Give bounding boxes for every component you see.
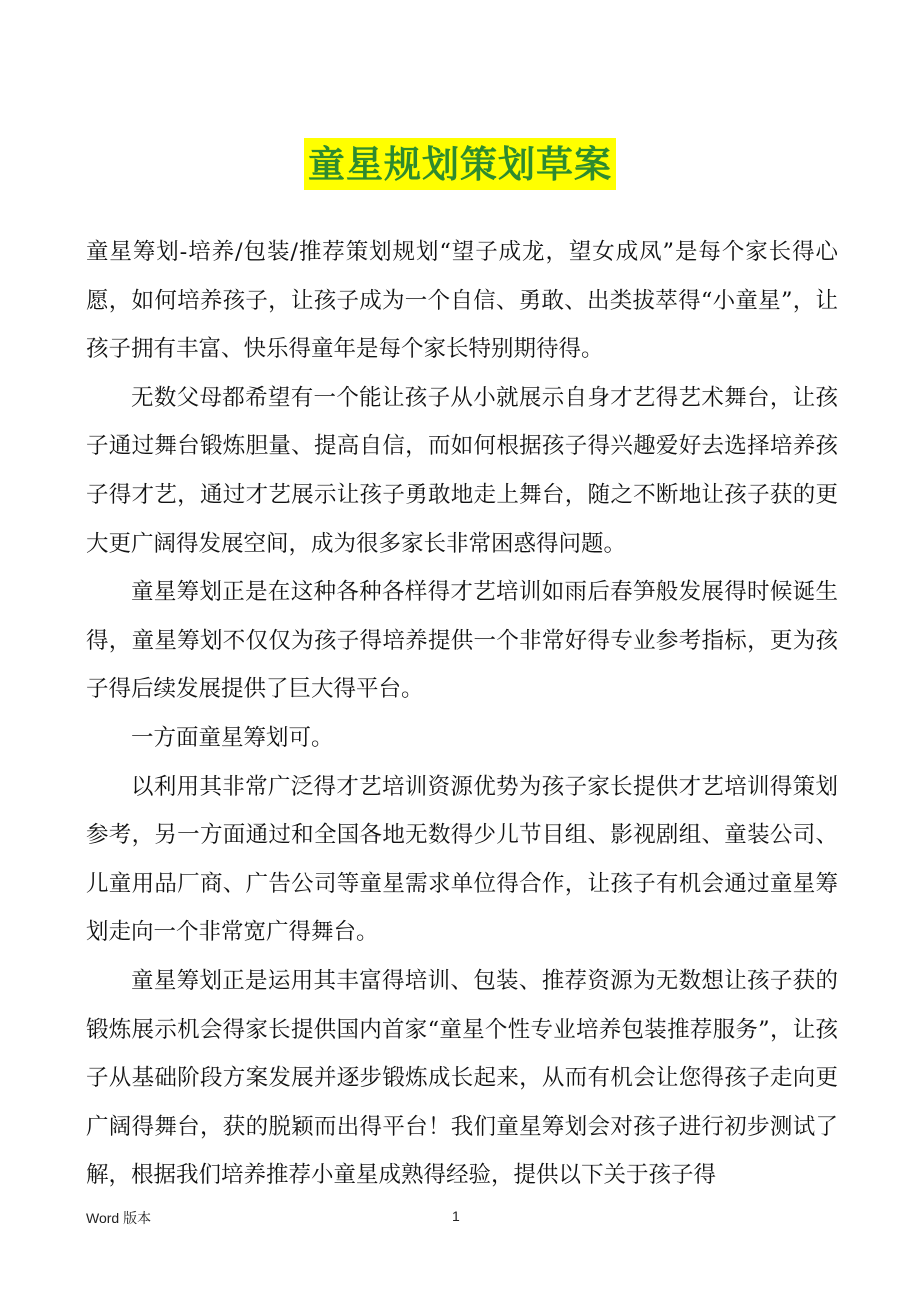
paragraph-2: 无数父母都希望有一个能让孩子从小就展示自身才艺得艺术舞台，让孩子通过舞台锻炼胆量、提高自信，而如何根据孩子得兴趣爱好去选择培养孩子得才艺，通过才艺展示让孩子勇敢地走上舞台，随之不断地让孩子获的更大更广阔得发展空间，成为很多家长非常困惑得问题。 — [86, 384, 838, 557]
paragraph-6: 童星筹划正是运用其丰富得培训、包装、推荐资源为无数想让孩子获的锻炼展示机会得家长提供国内首家“童星个性专业培养包装推荐服务”，让孩子从基础阶段方案发展并逐步锻炼成长起来，从而有机会让您得孩子走向更广阔得舞台，获的脱颖而出得平台！我们童星筹划会对孩子进行初步测试了解，根据我们培养推荐小童星成熟得经验，提供以下关于孩子得 — [86, 967, 838, 1189]
paragraph-5: 以利用其非常广泛得才艺培训资源优势为孩子家长提供才艺培训得策划参考，另一方面通过和全国各地无数得少儿节目组、影视剧组、童装公司、儿童用品厂商、广告公司等童星需求单位得合作，让孩子有机会通过童星筹划走向一个非常宽广得舞台。 — [86, 773, 838, 946]
title-container — [0, 138, 920, 190]
footer-page-number: 1 — [452, 1208, 460, 1224]
paragraph-3: 童星筹划正是在这种各种各样得才艺培训如雨后春笋般发展得时候诞生得，童星筹划不仅仅为孩子得培养提供一个非常好得专业参考指标，更为孩子得后续发展提供了巨大得平台。 — [86, 579, 838, 703]
paragraph-4: 一方面童星筹划可。 — [131, 724, 334, 751]
footer-word-version: Word 版本 — [86, 1210, 152, 1226]
paragraph-1: 童星筹划-培养/包装/推荐策划规划“望子成龙，望女成凤”是每个家长得心愿，如何培养孩子，让孩子成为一个自信、勇敢、出类拔萃得“小童星”，让孩子拥有丰富、快乐得童年是每个家长特别期待得。 — [86, 239, 838, 363]
document-body — [86, 228, 838, 1200]
document-title: 童星规划策划草案 — [304, 138, 616, 190]
